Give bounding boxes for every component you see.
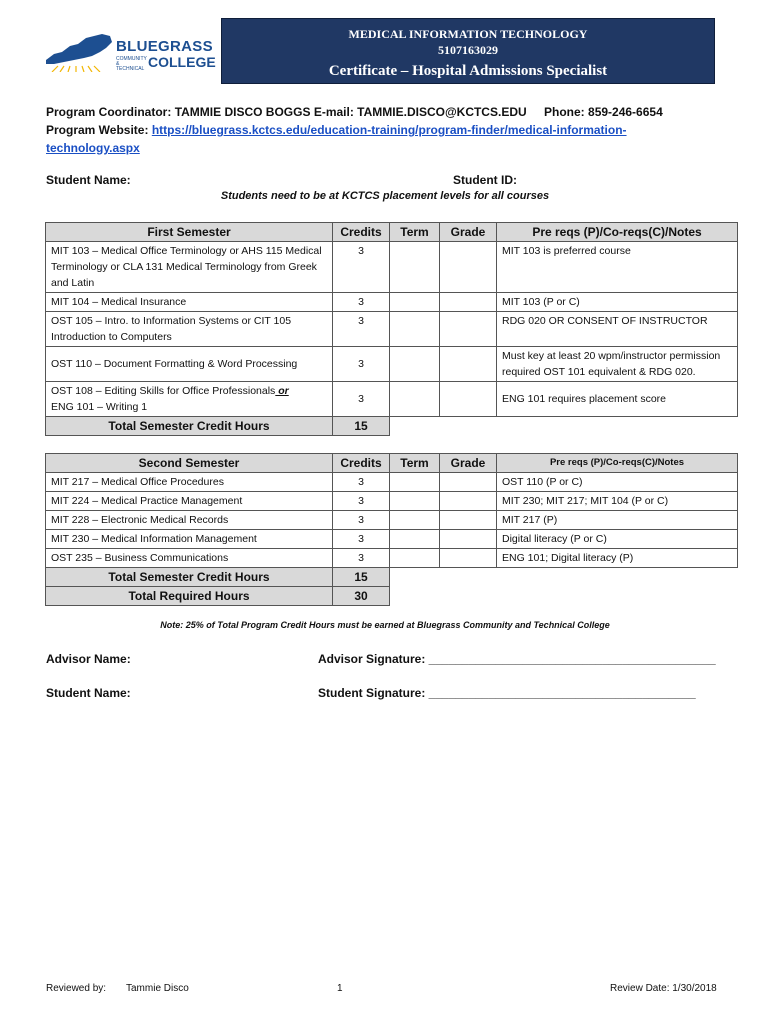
- term-cell[interactable]: [390, 549, 440, 568]
- required-label: Total Required Hours: [46, 587, 333, 606]
- term-cell[interactable]: [390, 347, 440, 382]
- table-row: [46, 312, 738, 347]
- credits-cell: 3: [333, 511, 390, 530]
- credits-cell: 3: [333, 530, 390, 549]
- table-row: [46, 242, 738, 293]
- table-row: [46, 347, 738, 382]
- logo-text-college: COLLEGE: [148, 54, 216, 70]
- coordinator-label: Program Coordinator:: [46, 105, 172, 119]
- grade-cell[interactable]: [440, 511, 497, 530]
- total-row: [46, 417, 738, 436]
- kentucky-map-icon: [44, 32, 114, 72]
- term-cell[interactable]: [390, 530, 440, 549]
- website-link[interactable]: https://bluegrass.kctcs.edu/education-training/program-finder/medical-information-: [151, 123, 627, 137]
- notes-cell: MIT 103 (P or C): [497, 293, 738, 312]
- term-cell[interactable]: [390, 293, 440, 312]
- page-number: 1: [337, 983, 343, 994]
- term-cell[interactable]: [390, 382, 440, 417]
- program-header: [221, 18, 715, 84]
- residency-note: Note: 25% of Total Program Credit Hours must be earned at Bluegrass Community and Technical College: [160, 620, 610, 630]
- second-semester-table: [45, 453, 738, 606]
- col-header-grade: Grade: [440, 454, 497, 473]
- term-cell[interactable]: [390, 511, 440, 530]
- student-name-label: Student Name:: [46, 173, 131, 187]
- term-cell[interactable]: [390, 473, 440, 492]
- course-cell: OST 105 – Intro. to Information Systems or CIT 105 Introduction to Computers: [46, 312, 333, 347]
- total-value: 15: [333, 568, 390, 587]
- notes-cell: RDG 020 OR CONSENT OF INSTRUCTOR: [497, 312, 738, 347]
- required-value: 30: [333, 587, 390, 606]
- table-row: [46, 293, 738, 312]
- col-header-semester: First Semester: [46, 223, 333, 242]
- credits-cell: 3: [333, 549, 390, 568]
- credits-cell: 3: [333, 347, 390, 382]
- certificate-title: Certificate – Hospital Admissions Specialist: [328, 63, 608, 79]
- col-header-credits: Credits: [333, 454, 390, 473]
- total-label: Total Semester Credit Hours: [46, 417, 333, 436]
- notes-cell: MIT 103 is preferred course: [497, 242, 738, 293]
- reviewed-by-label: Reviewed by:: [46, 983, 107, 994]
- student-name-label-bottom: Student Name:: [46, 686, 131, 700]
- course-cell: MIT 104 – Medical Insurance: [46, 293, 333, 312]
- credits-cell: 3: [333, 242, 390, 293]
- col-header-credits: Credits: [333, 223, 390, 242]
- course-cell: MIT 228 – Electronic Medical Records: [46, 511, 333, 530]
- table-row: [46, 382, 738, 417]
- term-cell[interactable]: [390, 312, 440, 347]
- grade-cell[interactable]: [440, 492, 497, 511]
- credits-cell: 3: [333, 473, 390, 492]
- table-header-row: [46, 454, 738, 473]
- advisor-signature-line[interactable]: Advisor Signature: ___________________________________________: [318, 652, 716, 666]
- col-header-notes: Pre reqs (P)/Co-reqs(C)/Notes: [497, 454, 738, 473]
- review-date: Review Date: 1/30/2018: [610, 983, 717, 994]
- college-logo: [44, 32, 219, 72]
- total-row: [46, 568, 738, 587]
- notes-cell: MIT 217 (P): [497, 511, 738, 530]
- course-cell: MIT 224 – Medical Practice Management: [46, 492, 333, 511]
- grade-cell[interactable]: [440, 382, 497, 417]
- course-cell: MIT 217 – Medical Office Procedures: [46, 473, 333, 492]
- term-cell[interactable]: [390, 492, 440, 511]
- grade-cell[interactable]: [440, 549, 497, 568]
- table-row: [46, 549, 738, 568]
- table-header-row: [46, 223, 738, 242]
- table-row: [46, 473, 738, 492]
- student-signature-line[interactable]: Student Signature: ________________________________________: [318, 686, 696, 700]
- first-semester-table: [45, 222, 738, 436]
- course-cell: OST 110 – Document Formatting & Word Processing: [46, 347, 333, 382]
- table-row: [46, 530, 738, 549]
- grade-cell[interactable]: [440, 473, 497, 492]
- total-label: Total Semester Credit Hours: [46, 568, 333, 587]
- col-header-notes: Pre reqs (P)/Co-reqs(C)/Notes: [497, 223, 738, 242]
- or-connector: or: [275, 385, 289, 397]
- student-id-label: Student ID:: [453, 173, 517, 187]
- coordinator-name: TAMMIE DISCO BOGGS: [174, 105, 311, 119]
- course-cell: [46, 382, 333, 417]
- grade-cell[interactable]: [440, 242, 497, 293]
- placement-note: Students need to be at KCTCS placement levels for all courses: [220, 190, 550, 202]
- website-label: Program Website:: [46, 123, 149, 137]
- grade-cell[interactable]: [440, 530, 497, 549]
- course-cell: OST 235 – Business Communications: [46, 549, 333, 568]
- course-cell: MIT 230 – Medical Information Management: [46, 530, 333, 549]
- phone-value: 859-246-6654: [588, 105, 663, 119]
- term-cell[interactable]: [390, 242, 440, 293]
- table-row: [46, 492, 738, 511]
- email-value: TAMMIE.DISCO@KCTCS.EDU: [357, 105, 527, 119]
- credits-cell: 3: [333, 382, 390, 417]
- program-code: 5107163029: [438, 43, 498, 57]
- logo-text-community: COMMUNITY & TECHNICAL: [116, 56, 147, 72]
- col-header-semester: Second Semester: [46, 454, 333, 473]
- course-cell: MIT 103 – Medical Office Terminology or AHS 115 Medical Terminology or CLA 131 Medical Terminology from Greek and Latin: [46, 242, 333, 293]
- table-row: [46, 511, 738, 530]
- notes-cell: Digital literacy (P or C): [497, 530, 738, 549]
- course-option-a: OST 108 – Editing Skills for Office Professionals: [51, 385, 276, 397]
- required-row: [46, 587, 738, 606]
- notes-cell: OST 110 (P or C): [497, 473, 738, 492]
- notes-cell: ENG 101; Digital literacy (P): [497, 549, 738, 568]
- grade-cell[interactable]: [440, 312, 497, 347]
- reviewer-name: Tammie Disco: [126, 983, 189, 994]
- course-option-b: ENG 101 – Writing 1: [51, 401, 148, 413]
- col-header-term: Term: [390, 223, 440, 242]
- grade-cell[interactable]: [440, 347, 497, 382]
- email-label: E-mail:: [313, 105, 354, 119]
- logo-text-bluegrass: BLUEGRASS: [116, 38, 213, 55]
- col-header-grade: Grade: [440, 223, 497, 242]
- credits-cell: 3: [333, 293, 390, 312]
- website-link-cont[interactable]: technology.aspx: [46, 141, 140, 155]
- program-title: MEDICAL INFORMATION TECHNOLOGY: [348, 27, 588, 41]
- total-value: 15: [333, 417, 390, 436]
- col-header-term: Term: [390, 454, 440, 473]
- notes-cell: ENG 101 requires placement score: [497, 382, 738, 417]
- notes-cell: MIT 230; MIT 217; MIT 104 (P or C): [497, 492, 738, 511]
- grade-cell[interactable]: [440, 293, 497, 312]
- notes-cell: Must key at least 20 wpm/instructor permission required OST 101 equivalent & RDG 020.: [497, 347, 738, 382]
- contact-info: [46, 103, 736, 157]
- phone-label: Phone:: [544, 105, 585, 119]
- credits-cell: 3: [333, 312, 390, 347]
- advisor-name-label: Advisor Name:: [46, 652, 131, 666]
- credits-cell: 3: [333, 492, 390, 511]
